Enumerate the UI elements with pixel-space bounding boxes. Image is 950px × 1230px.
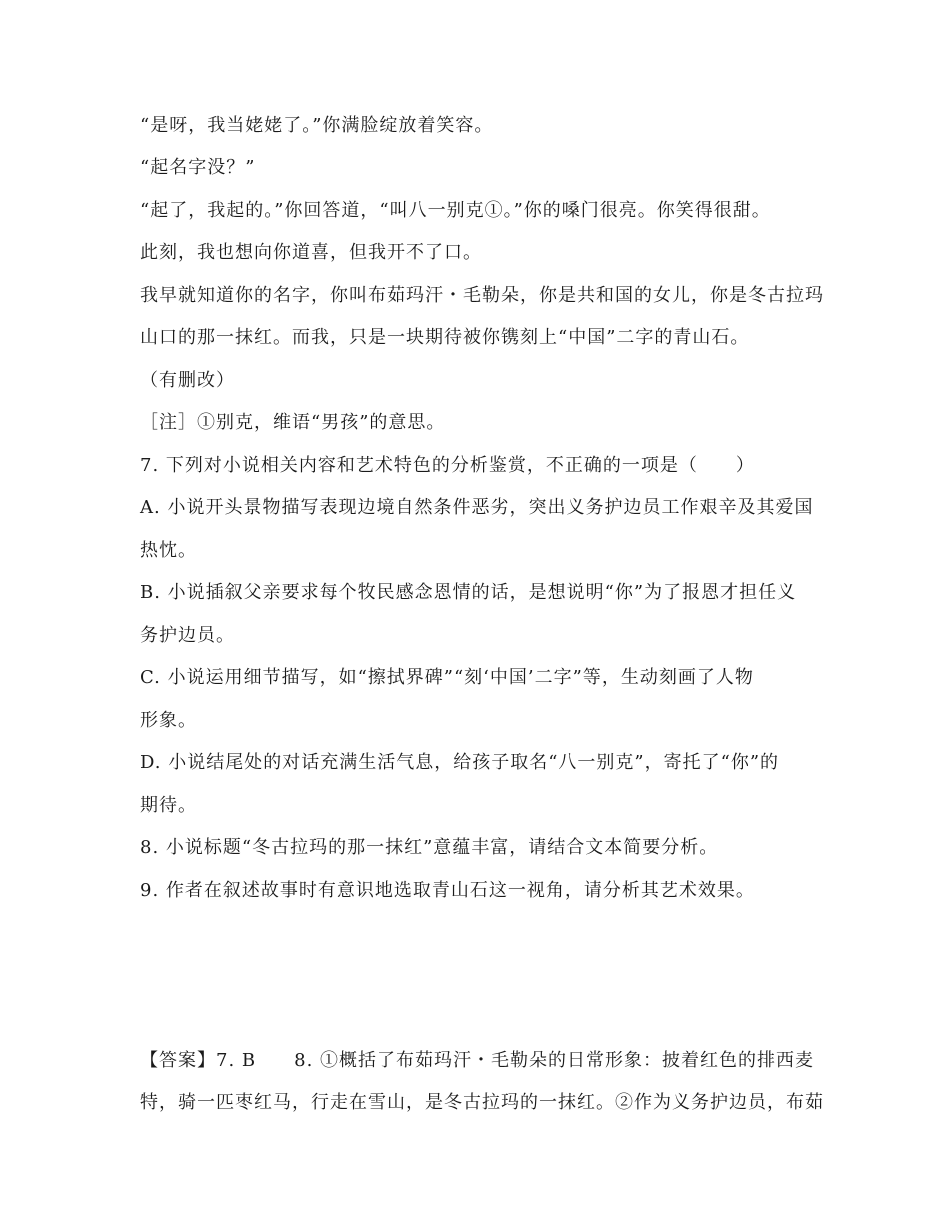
answer-line: 特，骑一匹枣红马，行走在雪山，是冬古拉玛的一抹红。②作为义务护边员，布茹	[140, 1092, 824, 1113]
passage-line: 我早就知道你的名字，你叫布茹玛汗・毛勒朵，你是共和国的女儿，你是冬古拉玛	[140, 285, 824, 306]
question-7-stem: 7. 下列对小说相关内容和艺术特色的分析鉴赏，不正确的一项是（ ）	[140, 455, 755, 476]
source-note: （有删改）	[140, 370, 235, 391]
option-b: B. 小说插叙父亲要求每个牧民感念恩情的话，是想说明“你”为了报恩才担任义	[140, 582, 797, 603]
option-b-continued: 务护边员。	[140, 625, 235, 646]
passage-line: 此刻，我也想向你道喜，但我开不了口。	[140, 242, 482, 263]
option-d: D. 小说结尾处的对话充满生活气息，给孩子取名“八一别克”，寄托了“你”的	[140, 752, 780, 773]
passage-line: “起名字没？”	[140, 157, 256, 178]
option-d-continued: 期待。	[140, 795, 197, 816]
answer-line: 【答案】7. B 8. ①概括了布茹玛汗・毛勒朵的日常形象：披着红色的排西麦	[140, 1050, 815, 1071]
option-c-continued: 形象。	[140, 710, 197, 731]
option-c: C. 小说运用细节描写，如“擦拭界碑”“刻‘中国’二字”等，生动刻画了人物	[140, 667, 754, 688]
passage-line: 山口的那一抹红。而我，只是一块期待被你镌刻上“中国”二字的青山石。	[140, 327, 750, 348]
option-a: A. 小说开头景物描写表现边境自然条件恶劣，突出义务护边员工作艰辛及其爱国	[140, 497, 814, 518]
passage-line: “是呀，我当姥姥了。”你满脸绽放着笑容。	[140, 115, 494, 136]
question-9: 9. 作者在叙述故事时有意识地选取青山石这一视角，请分析其艺术效果。	[140, 880, 755, 901]
passage-line: “起了，我起的。”你回答道，“叫八一别克①。”你的嗓门很亮。你笑得很甜。	[140, 200, 771, 221]
footnote: ［注］①别克，维语“男孩”的意思。	[140, 412, 446, 433]
question-8: 8. 小说标题“冬古拉玛的那一抹红”意蕴丰富，请结合文本简要分析。	[140, 837, 719, 858]
option-a-continued: 热忱。	[140, 540, 197, 561]
